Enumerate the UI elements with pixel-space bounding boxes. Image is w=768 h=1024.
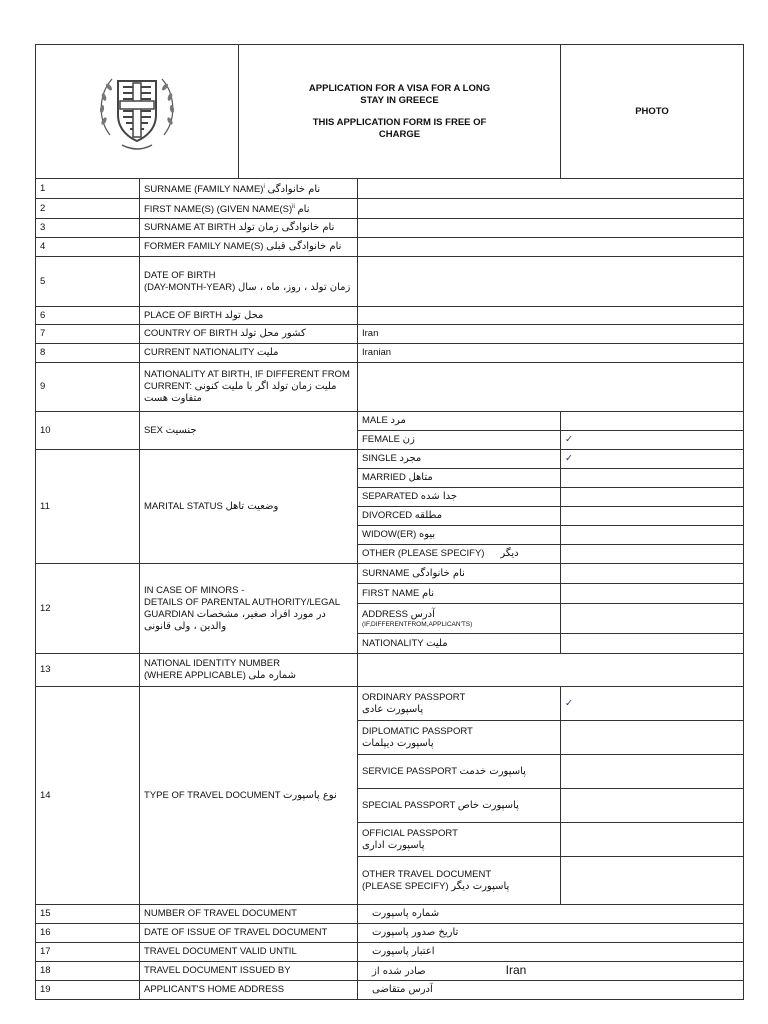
row-date-of-birth: 5 DATE OF BIRTH (DAY-MONTH-YEAR) زمان تولد ، روز، ماه ، سال bbox=[36, 257, 744, 307]
option-service-passport: SERVICE PASSPORT پاسپورت خدمت bbox=[358, 755, 561, 789]
checkbox-diplomatic-passport[interactable] bbox=[561, 721, 744, 755]
option-divorced: DIVORCED مطلقه bbox=[358, 507, 561, 526]
row-minors: 12 IN CASE OF MINORS - DETAILS OF PARENTAL AUTHORITY/LEGAL GUARDIAN در مورد افراد صغیر، مشخصات والدین ، ولی قانونی SURNAME نام خانوادگی bbox=[36, 564, 744, 584]
label-travel-doc-issued-by: TRAVEL DOCUMENT ISSUED BY bbox=[140, 962, 358, 981]
option-official-passport: OFFICIAL PASSPORT پاسپورت اداری bbox=[358, 823, 561, 857]
home-address-field[interactable]: آدرس متقاضی bbox=[358, 981, 744, 1000]
row-country-of-birth: 7 COUNTRY OF BIRTH کشور محل تولد Iran bbox=[36, 325, 744, 344]
checkbox-male[interactable] bbox=[561, 412, 744, 431]
visa-application-form bbox=[35, 44, 744, 1000]
guardian-firstname-field[interactable] bbox=[561, 584, 744, 604]
checkbox-married[interactable] bbox=[561, 469, 744, 488]
row-travel-doc-issued-by: 18 TRAVEL DOCUMENT ISSUED BY صادر شده از Iran bbox=[36, 962, 744, 981]
current-nationality-field[interactable]: Iranian bbox=[358, 344, 744, 363]
option-separated: SEPARATED جدا شده bbox=[358, 488, 561, 507]
label-marital-status: MARITAL STATUS وضعیت تاهل bbox=[140, 450, 358, 564]
former-family-name-field[interactable] bbox=[358, 238, 744, 257]
checkbox-service-passport[interactable] bbox=[561, 755, 744, 789]
guardian-surname-label: SURNAME نام خانوادگی bbox=[358, 564, 561, 584]
checkbox-ordinary-passport[interactable]: ✓ bbox=[561, 687, 744, 721]
option-married: MARRIED متاهل bbox=[358, 469, 561, 488]
option-single: SINGLE مجرد bbox=[358, 450, 561, 469]
travel-doc-issued-by-field[interactable]: صادر شده از Iran bbox=[358, 962, 744, 981]
surname-at-birth-field[interactable] bbox=[358, 219, 744, 238]
row-travel-doc-issue-date: 16 DATE OF ISSUE OF TRAVEL DOCUMENT تاریخ صدور پاسپورت bbox=[36, 924, 744, 943]
row-current-nationality: 8 CURRENT NATIONALITY ملیت Iranian bbox=[36, 344, 744, 363]
surname-field[interactable] bbox=[358, 179, 744, 199]
label-current-nationality: CURRENT NATIONALITY ملیت bbox=[140, 344, 358, 363]
checkbox-special-passport[interactable] bbox=[561, 789, 744, 823]
row-former-family-name: 4 FORMER FAMILY NAME(S) نام خانوادگی قبلی bbox=[36, 238, 744, 257]
label-place-of-birth: PLACE OF BIRTH محل تولد bbox=[140, 307, 358, 325]
travel-doc-valid-until-field[interactable]: اعتبار پاسپورت bbox=[358, 943, 744, 962]
option-other: OTHER (PLEASE SPECIFY) دیگر bbox=[358, 545, 561, 564]
guardian-address-field[interactable] bbox=[561, 604, 744, 634]
guardian-address-label: ADDRESS آدرس (IF,DIFFERENTFROM,APPLICAN'TS) bbox=[358, 604, 561, 634]
row-surname-at-birth: 3 SURNAME AT BIRTH نام خانوادگی زمان تولد bbox=[36, 219, 744, 238]
row-travel-doc-number: 15 NUMBER OF TRAVEL DOCUMENT شماره پاسپورت bbox=[36, 905, 744, 924]
row-travel-document: 14 TYPE OF TRAVEL DOCUMENT نوع پاسپورت ORDINARY PASSPORT پاسپورت عادی ✓ bbox=[36, 687, 744, 721]
option-female: FEMALE زن bbox=[358, 431, 561, 450]
label-surname: SURNAME (FAMILY NAME)$^i$ نام خانوادگی bbox=[140, 179, 358, 199]
national-id-field[interactable] bbox=[358, 654, 744, 687]
option-other-travel-document: OTHER TRAVEL DOCUMENT (PLEASE SPECIFY) پاسپورت دیگر bbox=[358, 857, 561, 905]
checkbox-official-passport[interactable] bbox=[561, 823, 744, 857]
travel-doc-issue-date-field[interactable]: تاریخ صدور پاسپورت bbox=[358, 924, 744, 943]
coat-of-arms-icon bbox=[92, 65, 182, 155]
row-national-id: 13 NATIONAL IDENTITY NUMBER (WHERE APPLICABLE) شماره ملی bbox=[36, 654, 744, 687]
row-nationality-at-birth: 9 NATIONALITY AT BIRTH, IF DIFFERENT FROM CURRENT: ملیت زمان تولد اگر با ملیت کنونی متفاوت هست bbox=[36, 363, 744, 412]
checkbox-single[interactable]: ✓ bbox=[561, 450, 744, 469]
guardian-nationality-label: NATIONALITY ملیت bbox=[358, 634, 561, 654]
label-nationality-at-birth: NATIONALITY AT BIRTH, IF DIFFERENT FROM CURRENT: ملیت زمان تولد اگر با ملیت کنونی متفاوت هست bbox=[140, 363, 358, 412]
row-surname: 1 SURNAME (FAMILY NAME)$^i$ نام خانوادگی bbox=[36, 179, 744, 199]
nationality-at-birth-field[interactable] bbox=[358, 363, 744, 412]
label-travel-doc-valid-until: TRAVEL DOCUMENT VALID UNTIL bbox=[140, 943, 358, 962]
guardian-firstname-label: FIRST NAME نام bbox=[358, 584, 561, 604]
label-first-name: FIRST NAME(S) (GIVEN $NAME(S)^{ii}$ نام bbox=[140, 199, 358, 219]
checkbox-widow[interactable] bbox=[561, 526, 744, 545]
label-minors: IN CASE OF MINORS - DETAILS OF PARENTAL AUTHORITY/LEGAL GUARDIAN در مورد افراد صغیر، مشخصات والدین ، ولی قانونی bbox=[140, 564, 358, 654]
option-widow: WIDOW(ER) بیوه bbox=[358, 526, 561, 545]
option-diplomatic-passport: DIPLOMATIC PASSPORT پاسپورت دیپلمات bbox=[358, 721, 561, 755]
label-travel-document: TYPE OF TRAVEL DOCUMENT نوع پاسپورت bbox=[140, 687, 358, 905]
row-home-address: 19 APPLICANT'S HOME ADDRESS آدرس متقاضی bbox=[36, 981, 744, 1000]
row-travel-doc-valid-until: 17 TRAVEL DOCUMENT VALID UNTIL اعتبار پاسپورت bbox=[36, 943, 744, 962]
row-first-name: 2 FIRST NAME(S) (GIVEN $NAME(S)^{ii}$ نام bbox=[36, 199, 744, 219]
place-of-birth-field[interactable] bbox=[358, 307, 744, 325]
guardian-nationality-field[interactable] bbox=[561, 634, 744, 654]
label-country-of-birth: COUNTRY OF BIRTH کشور محل تولد bbox=[140, 325, 358, 344]
label-date-of-birth: DATE OF BIRTH (DAY-MONTH-YEAR) زمان تولد ، روز، ماه ، سال bbox=[140, 257, 358, 307]
form-title: APPLICATION FOR A VISA FOR A LONG STAY IN GREECE THIS APPLICATION FORM IS FREE OF CHARGE bbox=[239, 45, 561, 179]
label-home-address: APPLICANT'S HOME ADDRESS bbox=[140, 981, 358, 1000]
label-sex: SEX جنسیت bbox=[140, 412, 358, 450]
row-marital-status: 11 MARITAL STATUS وضعیت تاهل SINGLE مجرد ✓ bbox=[36, 450, 744, 469]
first-name-field[interactable] bbox=[358, 199, 744, 219]
label-former-family-name: FORMER FAMILY NAME(S) نام خانوادگی قبلی bbox=[140, 238, 358, 257]
travel-doc-number-field[interactable]: شماره پاسپورت bbox=[358, 905, 744, 924]
label-surname-at-birth: SURNAME AT BIRTH نام خانوادگی زمان تولد bbox=[140, 219, 358, 238]
option-male: MALE مرد bbox=[358, 412, 561, 431]
country-of-birth-field[interactable]: Iran bbox=[358, 325, 744, 344]
date-of-birth-field[interactable] bbox=[358, 257, 744, 307]
checkbox-other-travel-document[interactable] bbox=[561, 857, 744, 905]
photo-box[interactable]: PHOTO bbox=[561, 45, 744, 179]
row-sex: 10 SEX جنسیت MALE مرد bbox=[36, 412, 744, 431]
guardian-surname-field[interactable] bbox=[561, 564, 744, 584]
checkbox-divorced[interactable] bbox=[561, 507, 744, 526]
label-travel-doc-issue-date: DATE OF ISSUE OF TRAVEL DOCUMENT bbox=[140, 924, 358, 943]
greek-emblem bbox=[36, 45, 239, 179]
checkbox-separated[interactable] bbox=[561, 488, 744, 507]
label-national-id: NATIONAL IDENTITY NUMBER (WHERE APPLICABLE) شماره ملی bbox=[140, 654, 358, 687]
row-place-of-birth: 6 PLACE OF BIRTH محل تولد bbox=[36, 307, 744, 325]
checkbox-female[interactable]: ✓ bbox=[561, 431, 744, 450]
option-ordinary-passport: ORDINARY PASSPORT پاسپورت عادی bbox=[358, 687, 561, 721]
option-special-passport: SPECIAL PASSPORT پاسپورت خاص bbox=[358, 789, 561, 823]
checkbox-other[interactable] bbox=[561, 545, 744, 564]
label-travel-doc-number: NUMBER OF TRAVEL DOCUMENT bbox=[140, 905, 358, 924]
